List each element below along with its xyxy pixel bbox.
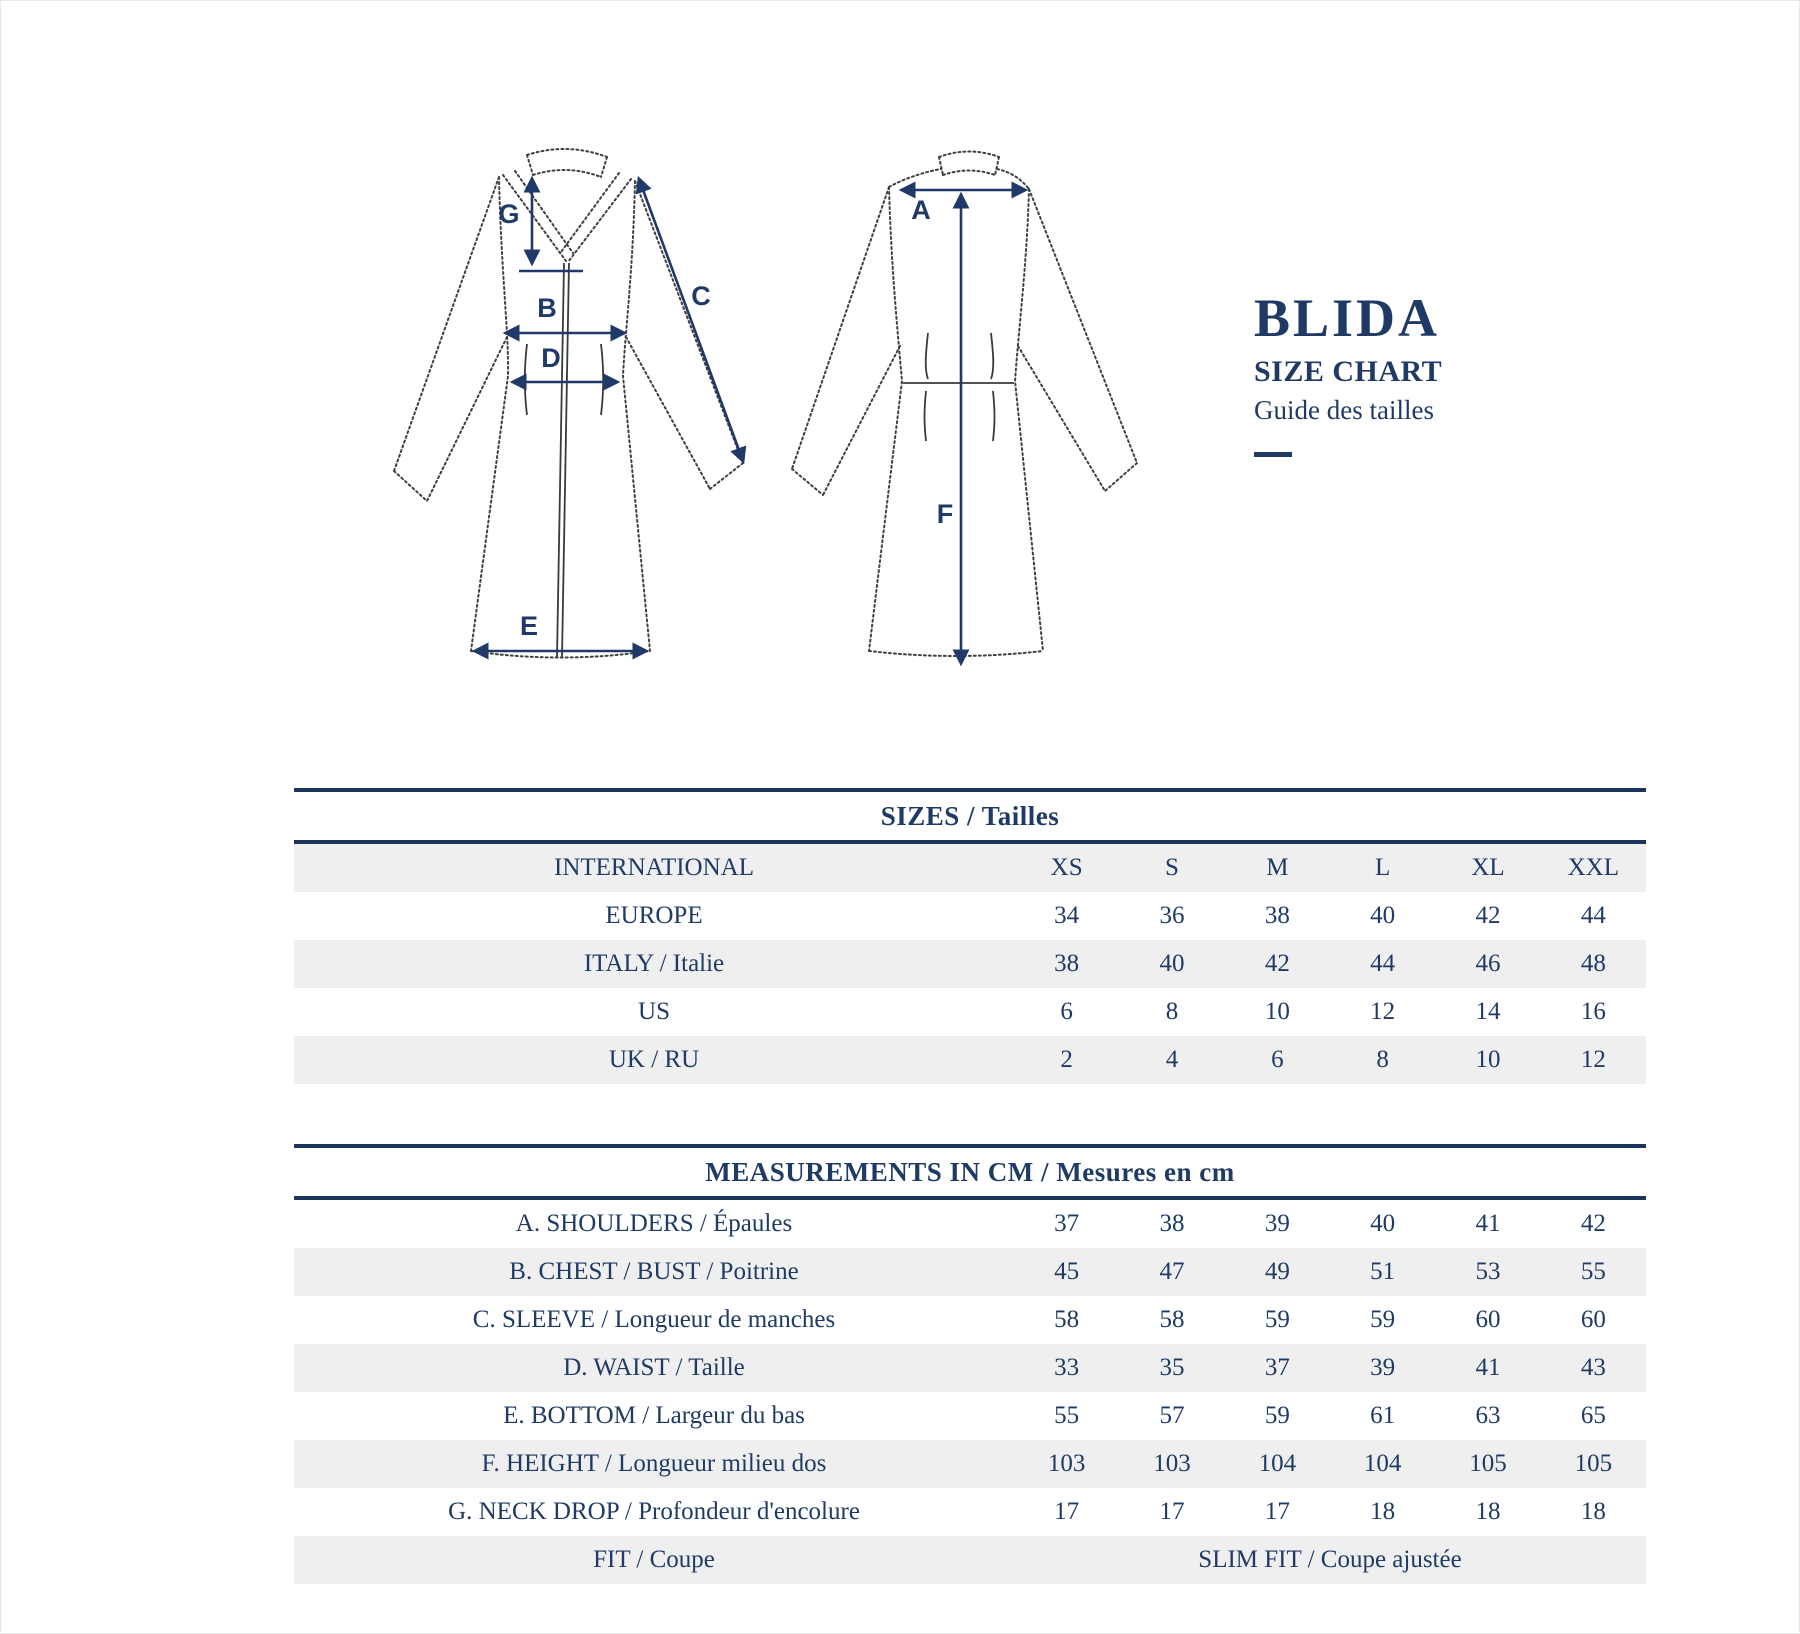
- table-row: [294, 1248, 1646, 1296]
- row-label: A. SHOULDERS / Épaules: [515, 1210, 793, 1238]
- size-cell: 48: [1580, 950, 1606, 978]
- size-cell: L: [1375, 854, 1391, 882]
- size-cell: 10: [1475, 1046, 1501, 1074]
- measure-cell: 105: [1574, 1450, 1613, 1478]
- table-row: [294, 940, 1646, 988]
- row-label: D. WAIST / Taille: [563, 1354, 745, 1382]
- measure-cell: 45: [1054, 1258, 1080, 1286]
- table-row: [294, 892, 1646, 940]
- measure-cell: 18: [1370, 1498, 1396, 1526]
- measure-cell: 49: [1264, 1258, 1290, 1286]
- measure-cell: 55: [1580, 1258, 1606, 1286]
- measure-cell: 35: [1159, 1354, 1185, 1382]
- measure-cell: 41: [1475, 1210, 1501, 1238]
- label-b-icon: B: [537, 293, 557, 323]
- size-cell: 40: [1159, 950, 1185, 978]
- measure-cell: 57: [1159, 1402, 1185, 1430]
- size-cell: 44: [1370, 950, 1396, 978]
- measure-cell: 58: [1159, 1306, 1185, 1334]
- size-cell: 12: [1370, 998, 1396, 1026]
- title-block: [1254, 288, 1443, 457]
- size-cell: 4: [1165, 1046, 1179, 1074]
- size-cell: 42: [1264, 950, 1290, 978]
- table-row: [294, 1440, 1646, 1488]
- measure-cell: 17: [1264, 1498, 1290, 1526]
- size-cell: 44: [1580, 902, 1606, 930]
- size-cell: 46: [1475, 950, 1501, 978]
- measure-cell: 103: [1153, 1450, 1191, 1478]
- row-label: EUROPE: [605, 902, 703, 930]
- measure-cell: 37: [1264, 1354, 1290, 1382]
- label-a-icon: A: [911, 195, 931, 225]
- measure-cell: 104: [1363, 1450, 1402, 1478]
- measure-cell: 51: [1370, 1258, 1396, 1286]
- sizes-table-header: SIZES / Tailles: [880, 800, 1060, 831]
- table-row: [294, 844, 1646, 892]
- brand-title: BLIDA: [1254, 288, 1441, 348]
- measure-cell: 65: [1580, 1402, 1606, 1430]
- label-d-icon: D: [541, 343, 561, 373]
- row-label: B. CHEST / BUST / Poitrine: [509, 1258, 799, 1286]
- row-label: F. HEIGHT / Longueur milieu dos: [481, 1450, 827, 1478]
- label-g-icon: G: [498, 199, 520, 229]
- label-c-icon: C: [691, 281, 711, 311]
- measure-cell: 17: [1159, 1498, 1185, 1526]
- measurements-table: [294, 1144, 1646, 1584]
- table-row: [294, 1036, 1646, 1084]
- measure-cell: 105: [1469, 1450, 1507, 1478]
- size-cell: 38: [1054, 950, 1080, 978]
- measure-cell: 17: [1054, 1498, 1080, 1526]
- size-cell: 12: [1580, 1046, 1606, 1074]
- label-f-icon: F: [936, 499, 954, 529]
- measure-cell: 43: [1580, 1354, 1606, 1382]
- row-label: ITALY / Italie: [583, 950, 725, 978]
- row-label: G. NECK DROP / Profondeur d'encolure: [448, 1498, 860, 1526]
- size-cell: XS: [1050, 854, 1083, 882]
- measure-cell: 59: [1370, 1306, 1396, 1334]
- row-label: UK / RU: [608, 1046, 700, 1074]
- size-cell: 34: [1054, 902, 1080, 930]
- sizes-table: [294, 788, 1646, 1084]
- table-row: [294, 1200, 1646, 1248]
- dress-front-diagram: [394, 149, 743, 658]
- size-cell: 10: [1264, 998, 1290, 1026]
- measurements-table-header: MEASUREMENTS IN CM / Mesures en cm: [705, 1156, 1235, 1187]
- row-label: E. BOTTOM / Largeur du bas: [503, 1402, 805, 1430]
- label-e-icon: E: [519, 611, 539, 641]
- size-cell: XL: [1471, 854, 1505, 882]
- size-cell: 6: [1271, 1046, 1284, 1074]
- measure-cell: 42: [1580, 1210, 1606, 1238]
- table-row: [294, 1296, 1646, 1344]
- measure-cell: 47: [1159, 1258, 1185, 1286]
- measurement-arrow-c: [639, 179, 743, 461]
- size-cell: 16: [1580, 998, 1606, 1026]
- measure-cell: 39: [1264, 1210, 1290, 1238]
- measure-cell: 38: [1159, 1210, 1185, 1238]
- size-cell: 6: [1060, 998, 1073, 1026]
- measure-cell: 18: [1475, 1498, 1501, 1526]
- size-cell: 38: [1264, 902, 1290, 930]
- measure-cell: 58: [1054, 1306, 1080, 1334]
- size-cell: 42: [1475, 902, 1501, 930]
- size-cell: M: [1266, 854, 1289, 882]
- size-cell: 2: [1060, 1046, 1073, 1074]
- size-cell: 8: [1376, 1046, 1389, 1074]
- measure-cell: 55: [1054, 1402, 1080, 1430]
- table-row: [294, 988, 1646, 1036]
- table-row: [294, 1344, 1646, 1392]
- measure-cell: 103: [1047, 1450, 1086, 1478]
- table-row: [294, 1488, 1646, 1536]
- divider-dash: [1254, 452, 1292, 457]
- measure-cell: 104: [1258, 1450, 1297, 1478]
- size-chart-title: SIZE CHART: [1254, 355, 1443, 388]
- measure-cell: 39: [1370, 1354, 1396, 1382]
- fit-row: [294, 1536, 1646, 1584]
- measure-cell: 60: [1475, 1306, 1501, 1334]
- garment-diagram: [351, 111, 1181, 691]
- measure-cell: 33: [1054, 1354, 1080, 1382]
- measure-cell: 41: [1475, 1354, 1501, 1382]
- measure-cell: 59: [1264, 1306, 1290, 1334]
- row-label: FIT / Coupe: [593, 1546, 715, 1574]
- size-cell: XXL: [1567, 854, 1620, 882]
- size-cell: S: [1165, 854, 1179, 882]
- measure-cell: 40: [1370, 1210, 1396, 1238]
- row-label: C. SLEEVE / Longueur de manches: [472, 1306, 836, 1334]
- measure-cell: 63: [1475, 1402, 1501, 1430]
- measure-cell: 61: [1370, 1402, 1396, 1430]
- measure-cell: 37: [1054, 1210, 1080, 1238]
- size-chart-subtitle-fr: Guide des tailles: [1254, 395, 1434, 425]
- measure-cell: 59: [1264, 1402, 1290, 1430]
- fit-value: SLIM FIT / Coupe ajustée: [1198, 1546, 1462, 1574]
- row-label: INTERNATIONAL: [554, 854, 754, 882]
- row-label: US: [638, 998, 670, 1026]
- size-cell: 36: [1159, 902, 1185, 930]
- tables-section: [294, 788, 1646, 1584]
- table-row: [294, 1392, 1646, 1440]
- measure-cell: 18: [1580, 1498, 1606, 1526]
- size-cell: 40: [1370, 902, 1396, 930]
- measure-cell: 53: [1475, 1258, 1501, 1286]
- size-cell: 8: [1165, 998, 1179, 1026]
- dress-back-diagram: [792, 152, 1137, 664]
- dress-diagram-svg: [351, 111, 1181, 691]
- size-cell: 14: [1475, 998, 1501, 1026]
- measure-cell: 60: [1580, 1306, 1606, 1334]
